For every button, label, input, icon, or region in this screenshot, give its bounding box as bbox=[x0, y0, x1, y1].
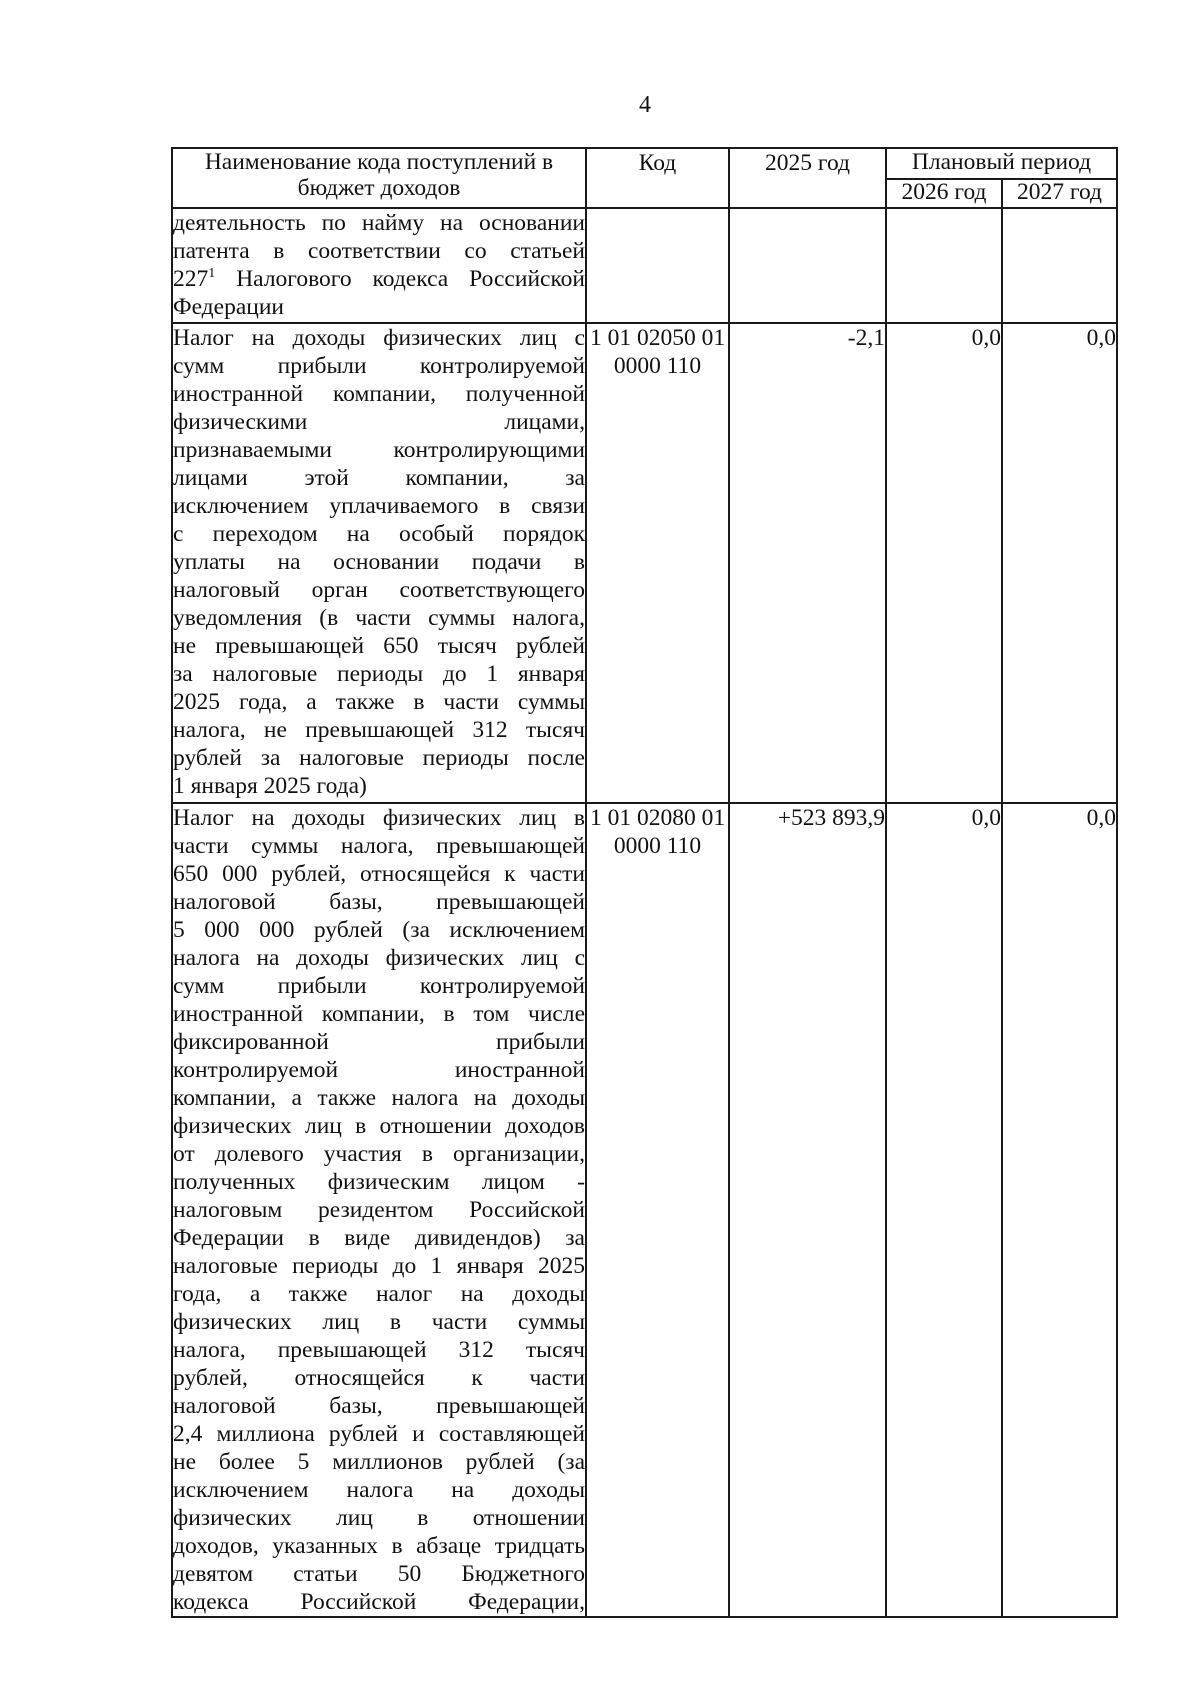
header-code: Код bbox=[586, 148, 729, 208]
value-2027 bbox=[1002, 208, 1117, 323]
table-row bbox=[172, 208, 1117, 323]
header-name: Наименование кода поступлений в бюджет доходов bbox=[172, 148, 586, 208]
revenue-code: 1 01 02050 01 0000 110 bbox=[586, 323, 729, 803]
value-2026: 0,0 bbox=[886, 803, 1002, 1617]
revenue-code: 1 01 02080 01 0000 110 bbox=[586, 803, 729, 1617]
value-2025 bbox=[729, 208, 886, 323]
revenue-table bbox=[171, 147, 1118, 1618]
revenue-name: деятельность по найму на основании патента в соответствии со статьей $227^1$ Налогового кодекса Российской Федерации bbox=[172, 208, 586, 323]
revenue-name: Налог на доходы физических лиц в части суммы налога, превышающей 650 000 рублей, относящейся к части налоговой базы, превышающей 5 000 000 рублей (за исключением налога на доходы физических лиц с сумм прибыли контролируемой иностранной компании, в том числе фиксированной прибыли контролируемой иностранной компании, а также налога на доходы физических лиц в отношении доходов от долевого участия в организации, полученных физическим лицом - налоговым резидентом Российской Федерации в виде дивидендов) за налоговые периоды до 1 января 2025 года, а также налог на доходы физических лиц в части суммы налога, превышающей 312 тысяч рублей, относящейся к части налоговой базы, превышающей 2,4 миллиона рублей и составляющей не более 5 миллионов рублей (за исключением налога на доходы физических лиц в отношении доходов, указанных в абзаце тридцать девятом статьи 50 Бюджетного кодекса Российской Федерации, bbox=[173, 805, 585, 1615]
header-year-2025: 2025 год bbox=[729, 148, 886, 208]
table-row bbox=[172, 323, 1117, 803]
page-number: 4 bbox=[639, 92, 651, 118]
revenue-name: Налог на доходы физических лиц с сумм прибыли контролируемой иностранной компании, полученной физическими лицами, признаваемыми контролирующими лицами этой компании, за исключением уплачиваемого в связи с переходом на особый порядок уплаты на основании подачи в налоговый орган соответствующего уведомления (в части суммы налога, не превышающей 650 тысяч рублей за налоговые периоды до 1 января 2025 года, а также в части суммы налога, не превышающей 312 тысяч рублей за налоговые периоды после 1 января 2025 года) bbox=[172, 323, 586, 803]
header-year-2026: 2026 год bbox=[886, 179, 1002, 208]
value-2025: -2,1 bbox=[729, 323, 886, 803]
value-2026 bbox=[886, 208, 1002, 323]
value-2026: 0,0 bbox=[886, 323, 1002, 803]
value-2027: 0,0 bbox=[1002, 323, 1117, 803]
value-2027: 0,0 bbox=[1002, 803, 1117, 1617]
table-row bbox=[172, 803, 1117, 1617]
header-year-2027: 2027 год bbox=[1002, 179, 1117, 208]
value-2025: +523 893,9 bbox=[729, 803, 886, 1617]
header-plan-period: Плановый период bbox=[886, 148, 1117, 179]
revenue-code bbox=[586, 208, 729, 323]
